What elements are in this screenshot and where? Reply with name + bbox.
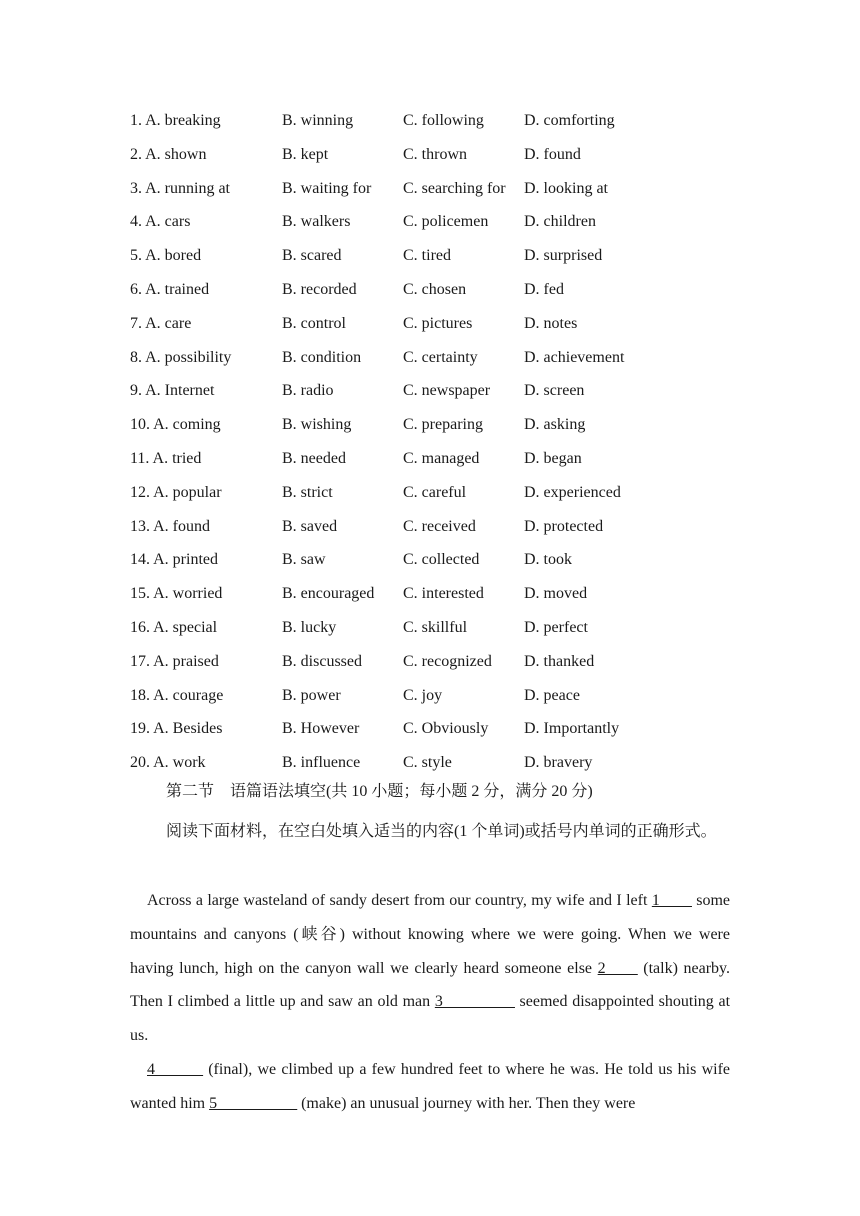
option-b: B. discussed bbox=[282, 652, 362, 670]
option-d: D. notes bbox=[524, 314, 578, 332]
option-d: D. Importantly bbox=[524, 720, 620, 738]
blank-2: 2____ bbox=[597, 959, 638, 977]
option-d: D. screen bbox=[524, 382, 585, 400]
option-c: C. careful bbox=[403, 483, 467, 501]
option-c: C. pictures bbox=[403, 314, 473, 332]
option-c: C. following bbox=[403, 112, 484, 129]
question-row bbox=[130, 246, 750, 280]
option-a: 19. A. Besides bbox=[130, 720, 223, 738]
option-b: B. walkers bbox=[282, 213, 351, 231]
option-a: 4. A. cars bbox=[130, 213, 191, 231]
section-title: 第二节 语篇语法填空(共 10 小题；每小题 2 分，满分 20 分) bbox=[166, 783, 593, 800]
option-b: B. encouraged bbox=[282, 585, 375, 603]
option-d: D. began bbox=[524, 449, 582, 467]
option-d: D. comforting bbox=[524, 112, 615, 129]
option-d: D. perfect bbox=[524, 618, 588, 636]
option-c: C. thrown bbox=[403, 145, 467, 163]
question-row bbox=[130, 145, 750, 179]
option-d: D. fed bbox=[524, 280, 564, 298]
passage-text: seemed disappointed shouting at us. bbox=[130, 993, 731, 1045]
option-d: D. looking at bbox=[524, 179, 608, 197]
question-row bbox=[130, 652, 750, 686]
question-row bbox=[130, 517, 750, 551]
option-b: B. strict bbox=[282, 483, 333, 501]
option-d: D. took bbox=[524, 551, 572, 569]
option-c: C. searching for bbox=[403, 179, 506, 197]
option-d: D. children bbox=[524, 213, 596, 231]
option-d: D. experienced bbox=[524, 483, 621, 501]
passage-text: (talk) nearby. Then I climbed a little up and saw an old man bbox=[130, 959, 731, 1011]
section-instructions: 阅读下面材料，在空白处填入适当的内容(1 个单词)或括号内单词的正确形式。 bbox=[166, 823, 717, 840]
option-c: C. certainty bbox=[403, 348, 478, 366]
option-a: 11. A. tried bbox=[130, 449, 202, 467]
option-a: 17. A. praised bbox=[130, 652, 219, 670]
option-c: C. chosen bbox=[403, 280, 467, 298]
option-b: B. scared bbox=[282, 247, 342, 265]
option-c: C. Obviously bbox=[403, 720, 489, 738]
passage-text: some mountains and canyons (峡谷) without knowing where we were going. When we were having lunch, high on the canyon wall we clearly heard someone else bbox=[130, 892, 730, 977]
option-a: 10. A. coming bbox=[130, 416, 221, 434]
option-c: C. policemen bbox=[403, 213, 489, 231]
option-a: 14. A. printed bbox=[130, 551, 218, 569]
option-d: D. moved bbox=[524, 585, 588, 603]
passage-text: (final), we climbed up a few hundred feet to where he was. He told us his wife wanted him bbox=[130, 1060, 730, 1112]
option-c: C. recognized bbox=[403, 652, 492, 670]
option-a: 13. A. found bbox=[130, 517, 210, 535]
option-b: B. saw bbox=[282, 551, 326, 569]
option-b: B. recorded bbox=[282, 280, 357, 298]
question-row bbox=[130, 280, 750, 314]
question-row bbox=[130, 212, 750, 246]
option-a: 3. A. running at bbox=[130, 179, 230, 197]
option-b: B. power bbox=[282, 686, 341, 704]
option-b: B. condition bbox=[282, 348, 362, 366]
option-c: C. preparing bbox=[403, 416, 483, 434]
blank-4: 4______ bbox=[147, 1060, 203, 1078]
passage-text: Across a large wasteland of sandy desert from our country, my wife and I left bbox=[147, 892, 652, 909]
option-d: D. thanked bbox=[524, 652, 595, 670]
option-d: D. asking bbox=[524, 416, 586, 434]
question-row bbox=[130, 550, 750, 584]
passage-paragraph-2 bbox=[130, 1053, 730, 1121]
blank-3: 3_________ bbox=[434, 993, 515, 1011]
option-d: D. bravery bbox=[524, 754, 593, 772]
question-row bbox=[130, 314, 750, 348]
option-c: C. received bbox=[403, 517, 476, 535]
option-b: B. kept bbox=[282, 145, 329, 163]
question-row bbox=[130, 449, 750, 483]
option-a: 2. A. shown bbox=[130, 145, 207, 163]
question-row bbox=[130, 381, 750, 415]
option-a: 18. A. courage bbox=[130, 686, 224, 704]
option-a: 20. A. work bbox=[130, 754, 206, 772]
option-d: D. achievement bbox=[524, 348, 625, 366]
question-row bbox=[130, 719, 750, 753]
option-a: 1. A. breaking bbox=[130, 112, 221, 129]
option-b: B. winning bbox=[282, 112, 354, 129]
option-c: C. style bbox=[403, 754, 452, 772]
blank-5: 5__________ bbox=[209, 1094, 298, 1112]
option-b: B. radio bbox=[282, 382, 334, 400]
question-row bbox=[130, 483, 750, 517]
option-c: C. tired bbox=[403, 247, 451, 265]
question-row bbox=[130, 179, 750, 213]
option-d: D. found bbox=[524, 145, 581, 163]
question-row bbox=[130, 415, 750, 449]
blank-1: 1____ bbox=[651, 892, 692, 909]
option-b: B. lucky bbox=[282, 618, 337, 636]
option-b: B. influence bbox=[282, 754, 361, 772]
question-row bbox=[130, 618, 750, 652]
option-b: B. needed bbox=[282, 449, 346, 467]
option-c: C. managed bbox=[403, 449, 480, 467]
option-a: 12. A. popular bbox=[130, 483, 222, 501]
passage-text: (make) an unusual journey with her. Then they were bbox=[297, 1094, 636, 1112]
passage-paragraph-1 bbox=[130, 884, 730, 1053]
option-a: 7. A. care bbox=[130, 314, 192, 332]
option-c: C. skillful bbox=[403, 618, 468, 636]
option-c: C. joy bbox=[403, 686, 443, 704]
question-row bbox=[130, 111, 750, 145]
option-a: 9. A. Internet bbox=[130, 382, 215, 400]
option-b: B. control bbox=[282, 314, 346, 332]
option-b: B. saved bbox=[282, 517, 338, 535]
option-d: D. surprised bbox=[524, 247, 603, 265]
option-a: 8. A. possibility bbox=[130, 348, 232, 366]
option-c: C. interested bbox=[403, 585, 484, 603]
question-row bbox=[130, 686, 750, 720]
option-a: 16. A. special bbox=[130, 618, 218, 636]
option-a: 5. A. bored bbox=[130, 247, 202, 265]
option-b: B. However bbox=[282, 720, 360, 738]
multiple-choice-options bbox=[130, 111, 750, 787]
question-row bbox=[130, 584, 750, 618]
option-a: 15. A. worried bbox=[130, 585, 223, 603]
option-c: C. newspaper bbox=[403, 382, 491, 400]
option-c: C. collected bbox=[403, 551, 480, 569]
option-d: D. protected bbox=[524, 517, 604, 535]
question-row bbox=[130, 348, 750, 382]
option-d: D. peace bbox=[524, 686, 580, 704]
grammar-passage bbox=[130, 884, 730, 1121]
option-b: B. wishing bbox=[282, 416, 352, 434]
option-b: B. waiting for bbox=[282, 179, 372, 197]
option-a: 6. A. trained bbox=[130, 280, 210, 298]
